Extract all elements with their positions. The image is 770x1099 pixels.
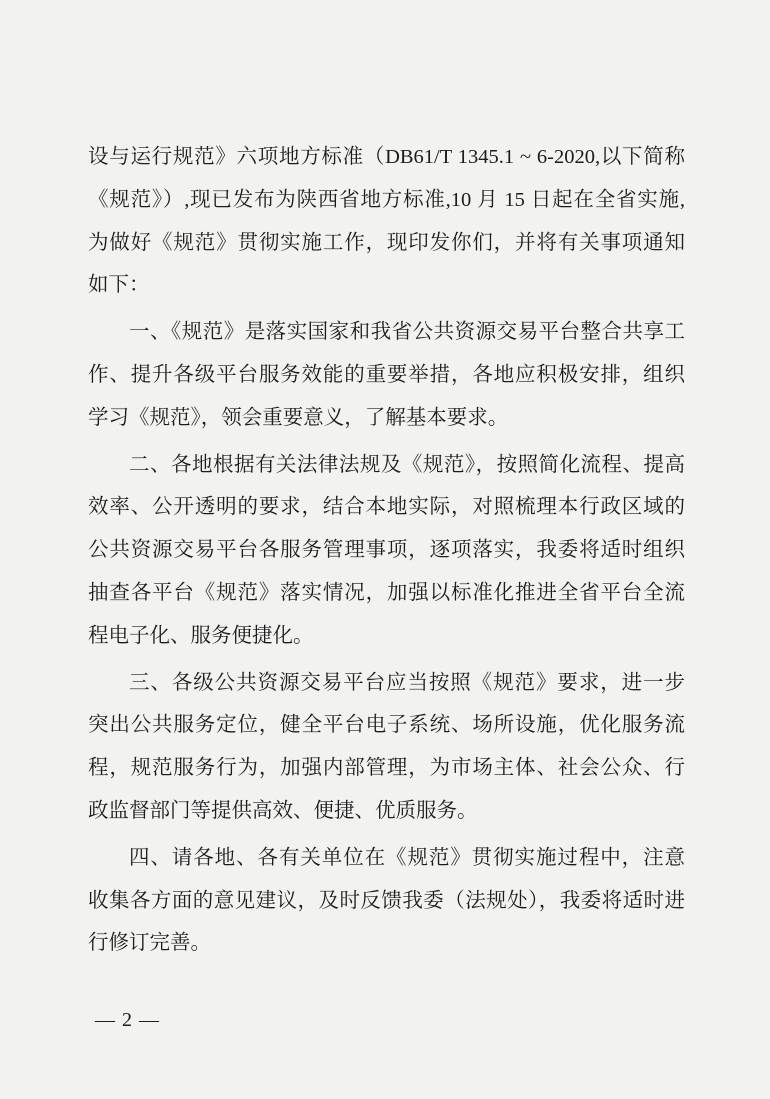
text-line: 设与运行规范》六项地方标准（DB61/T 1345.1 ~ 6-2020,以下简称: [88, 146, 685, 168]
paragraph-item-1: [88, 311, 685, 439]
text-line: 四、请各地、各有关单位在《规范》贯彻实施过程中，注意: [129, 846, 685, 869]
text-line: 三、各级公共资源交易平台应当按照《规范》要求，进一步: [129, 671, 685, 694]
paragraph-item-3: [88, 662, 685, 833]
text-line: 程电子化、服务便捷化。: [88, 624, 314, 647]
text-line: 如下：: [88, 274, 150, 297]
text-line: 抽查各平台《规范》落实情况，加强以标准化推进全省平台全流: [88, 581, 685, 604]
text-line: 为做好《规范》贯彻实施工作，现印发你们，并将有关事项通知: [88, 231, 685, 254]
document-body: [88, 136, 685, 965]
text-line: 程，规范服务行为，加强内部管理，为市场主体、社会公众、行: [88, 757, 685, 780]
text-line: 《规范》）,现已发布为陕西省地方标准,10 月 15 日起在全省实施,: [88, 188, 685, 211]
text-line: 学习《规范》，领会重要意义，了解基本要求。: [88, 406, 509, 429]
paragraph-item-2: [88, 444, 685, 658]
text-line: 二、各地根据有关法律法规及《规范》，按照简化流程、提高: [129, 453, 685, 476]
text-line: 行修订完善。: [88, 932, 211, 955]
text-line: 收集各方面的意见建议，及时反馈我委（法规处），我委将适时进: [88, 889, 685, 912]
page-number: — 2 —: [95, 1009, 160, 1031]
text-line: 一、《规范》是落实国家和我省公共资源交易平台整合共享工: [129, 321, 685, 344]
text-line: 效率、公开透明的要求，结合本地实际，对照梳理本行政区域的: [88, 496, 685, 519]
text-line: 作、提升各级平台服务效能的重要举措，各地应积极安排，组织: [88, 363, 685, 386]
text-line: 公共资源交易平台各服务管理事项，逐项落实，我委将适时组织: [88, 539, 685, 562]
text-line: 政监督部门等提供高效、便捷、优质服务。: [88, 799, 478, 822]
text-line: 突出公共服务定位，健全平台电子系统、场所设施，优化服务流: [88, 714, 685, 737]
paragraph-continuation: [88, 136, 685, 307]
paragraph-item-4: [88, 837, 685, 965]
